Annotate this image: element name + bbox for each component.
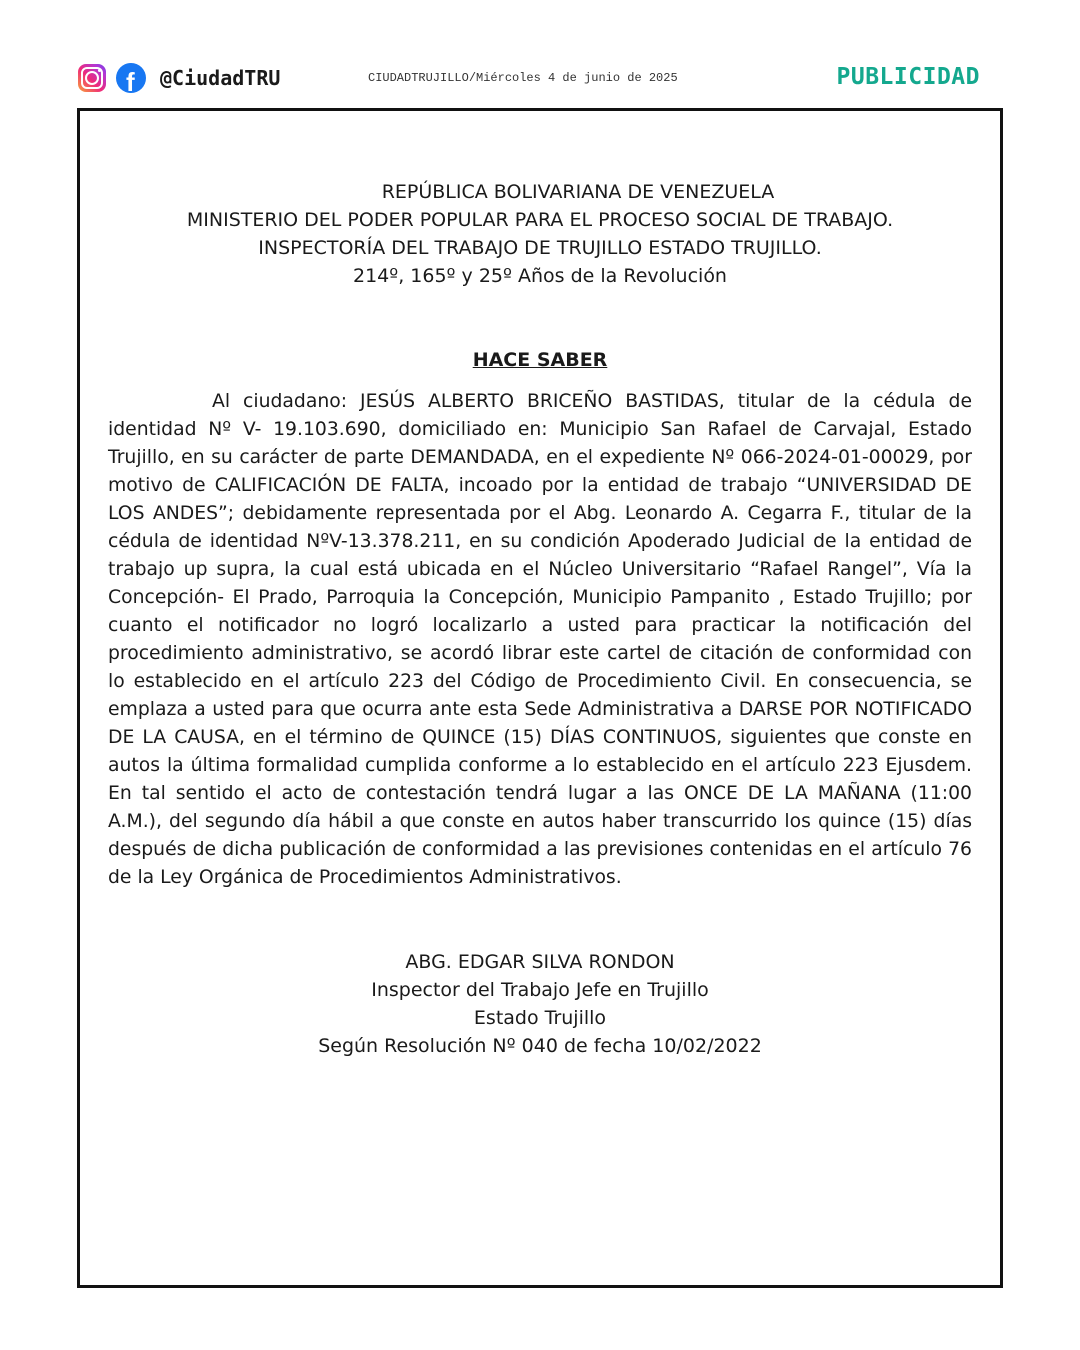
heading-line-republic: REPÚBLICA BOLIVARIANA DE VENEZUELA: [381, 181, 775, 203]
signature-block: [108, 948, 972, 1060]
notice-body: Al ciudadano: JESÚS ALBERTO BRICEÑO BASTIDAS, titular de la cédula de identidad Nº V- 19.103.690, domiciliado en: Municipio San Rafael de Carvajal, Estado Trujillo, en su carácter de parte DEMANDADA, en el expediente Nº 066-2024-01-00029, por motivo de CALIFICACIÓN DE FALTA, incoado por la entidad de trabajo “UNIVERSIDAD DE LOS ANDES”; debidamente representada por el Abg. Leonardo A. Cegarra F., titular de la cédula de identidad NºV-13.378.211, en su condición Apoderado Judicial de la entidad de trabajo up supra, la cual está ubicada en el Núcleo Universitario “Rafael Rangel”, Vía la Concepción- El Prado, Parroquia la Concepción, Municipio Pampanito , Estado Trujillo; por cuanto el notificador no logró localizarlo a usted para practicar la notificación del procedimiento administrativo, se acordó librar este cartel de citación de conformidad con lo establecido en el artículo 223 del Código de Procedimiento Civil. En consecuencia, se emplaza a usted para que ocurra ante esta Sede Administrativa a DARSE POR NOTIFICADO DE LA CAUSA, en el término de QUINCE (15) DÍAS CONTINUOS, siguientes que conste en autos la última formalidad cumplida conforme a lo establecido en el artículo 223 Ejusdem. En tal sentido el acto de contestación tendrá lugar a las ONCE DE LA MAÑANA (11:00 A.M.), del segundo día hábil a que conste en autos haber transcurrido los quince (15) días después de dicha publicación de conformidad a las previsiones contenidas en el artículo 76 de la Ley Orgánica de Procedimientos Administrativos.: [108, 391, 972, 888]
institution-heading: [108, 178, 972, 290]
signer-state: Estado Trujillo: [473, 1007, 607, 1029]
social-handle: @CiudadTRU: [160, 66, 281, 90]
signer-resolution: Según Resolución Nº 040 de fecha 10/02/2022: [318, 1035, 762, 1057]
top-bar: [0, 0, 1080, 110]
instagram-icon[interactable]: [78, 64, 106, 92]
heading-line-ministry: MINISTERIO DEL PODER POPULAR PARA EL PROCESO SOCIAL DE TRABAJO.: [186, 209, 894, 231]
heading-line-inspectorate: INSPECTORÍA DEL TRABAJO DE TRUJILLO ESTADO TRUJILLO.: [258, 237, 822, 259]
notice-title: HACE SABER: [472, 349, 608, 371]
dateline: CIUDADTRUJILLO/Miércoles 4 de junio de 2025: [368, 71, 678, 85]
signer-name: ABG. EDGAR SILVA RONDON: [405, 951, 675, 973]
facebook-icon[interactable]: f: [116, 63, 146, 93]
heading-line-years: 214º, 165º y 25º Años de la Revolución: [353, 265, 727, 287]
signer-title: Inspector del Trabajo Jefe en Trujillo: [371, 979, 709, 1001]
publicidad-tag: PUBLICIDAD: [836, 64, 980, 90]
notice-document: [108, 178, 972, 1060]
